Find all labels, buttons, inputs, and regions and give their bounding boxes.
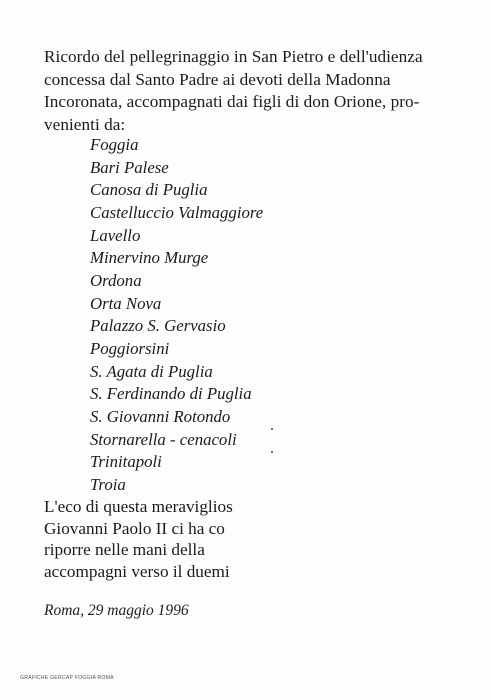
closing-line: accompagni verso il duemi	[44, 561, 230, 581]
place-item: S. Agata di Puglia	[90, 361, 213, 381]
intro-line: Incoronata, accompagnati dai figli di don Orione, pro-	[44, 92, 420, 111]
place-item: Bari Palese	[90, 157, 169, 177]
place-item: Poggiorsini	[90, 338, 170, 358]
place-item: Foggia	[90, 135, 139, 154]
ink-speck	[271, 451, 273, 453]
intro-line: venienti da:	[44, 114, 126, 134]
closing-line: L'eco di questa meraviglios	[44, 497, 233, 516]
place-item: Lavello	[90, 225, 141, 245]
place-item: Minervino Murge	[90, 248, 209, 268]
place-item: Canosa di Puglia	[90, 180, 208, 200]
place-item: Ordona	[90, 270, 142, 290]
places-list	[90, 134, 263, 497]
intro-line: concessa dal Santo Padre ai devoti della Madonna	[44, 69, 391, 89]
place-item: S. Giovanni Rotondo	[90, 406, 231, 426]
ink-speck	[271, 428, 273, 430]
place-item: S. Ferdinando di Puglia	[90, 384, 252, 404]
place-item: Orta Nova	[90, 293, 162, 313]
printer-credit: GRAFICHE GERCAP FOGGIA ROMA	[20, 675, 114, 681]
intro-paragraph	[44, 46, 454, 136]
place-item: Castelluccio Valmaggiore	[90, 202, 264, 222]
place-item: Palazzo S. Gervasio	[90, 316, 226, 336]
place-item: Trinitapoli	[90, 452, 162, 472]
closing-line: Giovanni Paolo II ci ha co	[44, 518, 225, 538]
closing-paragraph	[44, 496, 244, 582]
closing-line: riporre nelle mani della	[44, 540, 205, 559]
intro-line: Ricordo del pellegrinaggio in San Pietro e dell'udienza	[44, 47, 423, 66]
place-item: Troia	[90, 474, 126, 494]
place-item: Stornarella - cenacoli	[90, 429, 237, 449]
date-line: Roma, 29 maggio 1996	[44, 602, 189, 619]
